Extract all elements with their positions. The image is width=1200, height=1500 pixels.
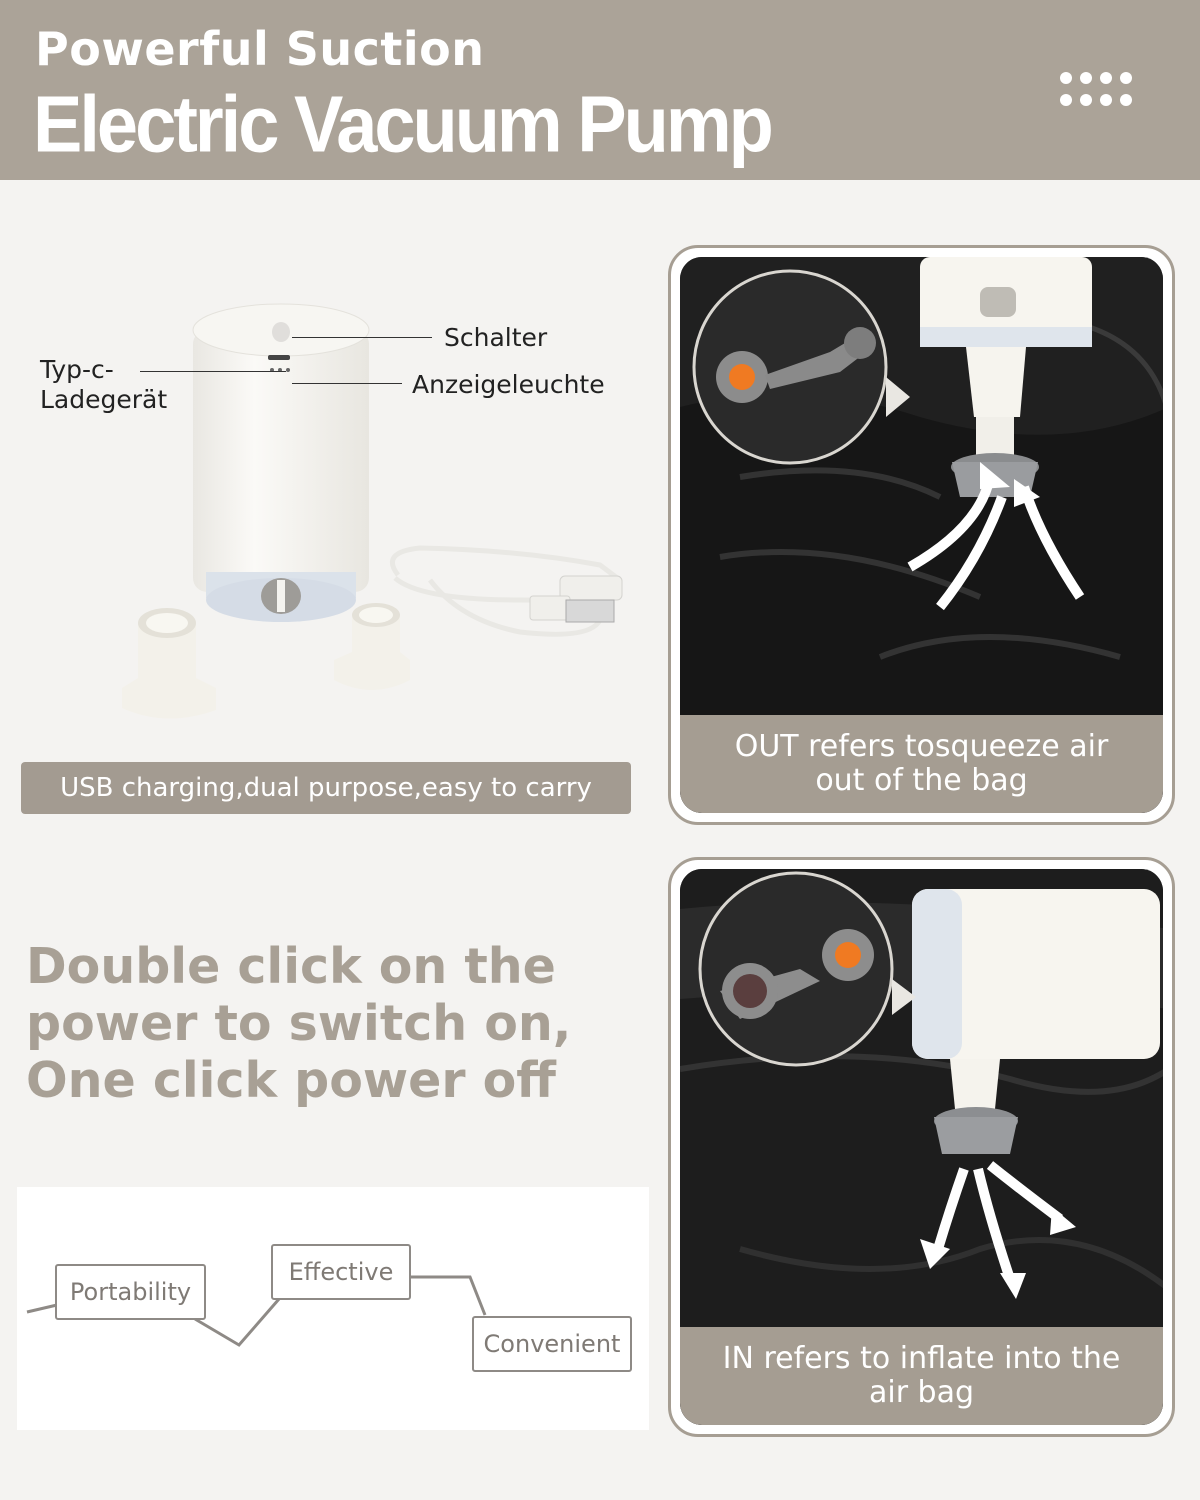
tag-effective: Effective — [271, 1244, 411, 1300]
feature-diagram — [17, 1187, 649, 1430]
dots-decoration-icon — [1060, 72, 1140, 108]
switch-leader-line — [292, 337, 432, 338]
charger-callout-line2: Ladegerät — [40, 385, 168, 414]
header-title: Electric Vacuum Pump — [33, 79, 771, 169]
deflate-caption-line2: out of the bag — [815, 763, 1028, 798]
indicator-callout: Anzeigeleuchte — [412, 370, 605, 399]
indicator-leader-line — [292, 383, 402, 384]
charger-leader-line — [140, 371, 286, 372]
usb-feature-label: USB charging,dual purpose,easy to carry — [21, 762, 631, 814]
tag-portability: Portability — [55, 1264, 206, 1320]
deflate-caption-line1: OUT refers tosqueeze air — [734, 729, 1109, 764]
tag-convenient: Convenient — [472, 1316, 632, 1372]
inflate-caption-line1: IN refers to inflate into the — [722, 1341, 1121, 1376]
inflate-caption — [680, 1327, 1163, 1425]
power-instruction-headline — [26, 938, 626, 1109]
inflate-card — [668, 857, 1175, 1437]
headline-line-2: power to switch on, — [26, 995, 572, 1052]
charger-callout-line1: Typ-c- — [40, 355, 114, 384]
inflate-photo — [680, 869, 1163, 1425]
header-banner — [0, 0, 1200, 180]
headline-line-3: One click power off — [26, 1052, 556, 1109]
inflate-caption-line2: air bag — [868, 1375, 975, 1410]
deflate-caption — [680, 715, 1163, 813]
pump-product-image — [0, 180, 660, 750]
header-subtitle: Powerful Suction — [35, 22, 485, 76]
headline-line-1: Double click on the — [26, 938, 556, 995]
switch-callout: Schalter — [444, 323, 548, 352]
deflate-card — [668, 245, 1175, 825]
deflate-photo — [680, 257, 1163, 813]
